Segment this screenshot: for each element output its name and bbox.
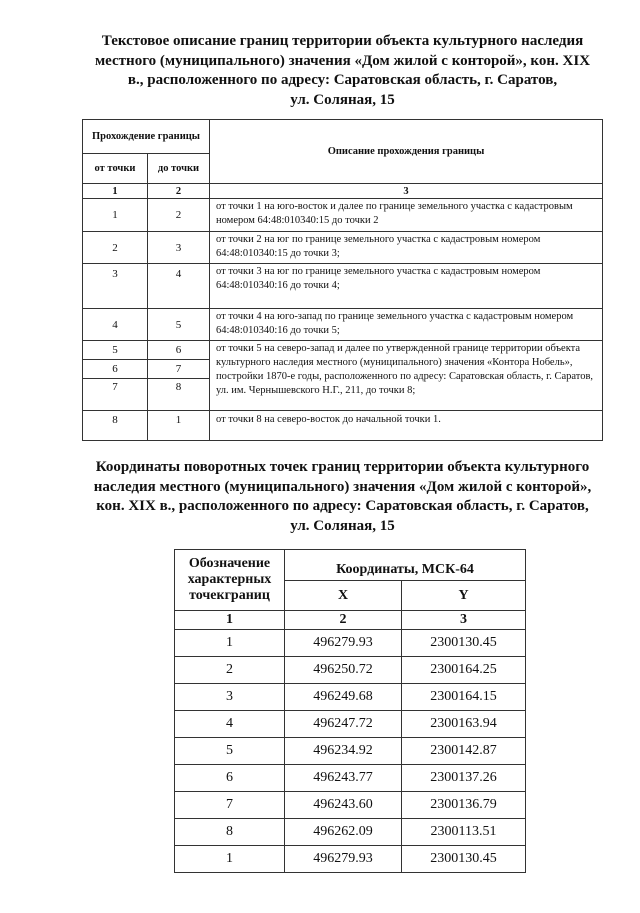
to-point: 1 <box>148 411 210 441</box>
column-number: 3 <box>210 184 603 199</box>
coord-x: 496279.93 <box>285 846 402 873</box>
table-row <box>175 846 526 873</box>
coord-y: 2300130.45 <box>402 846 526 873</box>
coord-x: 496279.93 <box>285 630 402 657</box>
to-point: 4 <box>148 264 210 309</box>
header-coordinates: Координаты, МСК-64 <box>285 550 526 581</box>
from-point: 2 <box>83 232 148 264</box>
point-label: 7 <box>175 792 285 819</box>
column-number: 1 <box>83 184 148 199</box>
table-row <box>83 411 603 441</box>
boundary-description-title <box>60 32 625 110</box>
column-number: 2 <box>285 611 402 630</box>
boundary-description: от точки 8 на северо-восток до начальной точки 1. <box>210 411 603 441</box>
table-row <box>175 765 526 792</box>
table-row <box>83 264 603 309</box>
column-number-row <box>175 611 526 630</box>
table-row <box>175 684 526 711</box>
to-point: 2 <box>148 199 210 232</box>
coord-y: 2300164.15 <box>402 684 526 711</box>
coord-x: 496262.09 <box>285 819 402 846</box>
header-description: Описание прохождения границы <box>210 120 603 184</box>
to-point: 5 <box>148 309 210 341</box>
point-label: 1 <box>175 630 285 657</box>
table-row <box>175 711 526 738</box>
boundary-description: от точки 2 на юг по границе земельного участка с кадастровым номером 64:48:010340:15 до точки 3; <box>210 232 603 264</box>
point-label: 4 <box>175 711 285 738</box>
table-row <box>175 657 526 684</box>
column-number: 3 <box>402 611 526 630</box>
coord-x: 496243.77 <box>285 765 402 792</box>
point-label: 2 <box>175 657 285 684</box>
coord-y: 2300137.26 <box>402 765 526 792</box>
header-from: от точки <box>83 154 148 184</box>
title-line: наследия местного (муниципального) значения «Дом жилой с конторой», <box>93 478 592 495</box>
table-row <box>175 630 526 657</box>
table-row <box>83 232 603 264</box>
from-point: 4 <box>83 309 148 341</box>
coord-x: 496234.92 <box>285 738 402 765</box>
coordinates-table <box>174 549 526 873</box>
from-point: 1 <box>83 199 148 232</box>
column-number: 2 <box>148 184 210 199</box>
point-label: 1 <box>175 846 285 873</box>
table-row <box>83 309 603 341</box>
from-point: 3 <box>83 264 148 309</box>
to-point: 3 <box>148 232 210 264</box>
header-to: до точки <box>148 154 210 184</box>
coord-y: 2300164.25 <box>402 657 526 684</box>
point-label: 5 <box>175 738 285 765</box>
table-row <box>175 792 526 819</box>
coordinates-title <box>60 458 625 536</box>
coord-y: 2300163.94 <box>402 711 526 738</box>
title-line: кон. XIX в., расположенного по адресу: Саратовская область, г. Саратов, <box>96 498 589 514</box>
table-row <box>175 738 526 765</box>
column-number: 1 <box>175 611 285 630</box>
point-label: 3 <box>175 684 285 711</box>
coord-y: 2300130.45 <box>402 630 526 657</box>
title-line: местного (муниципального) значения «Дом жилой с конторой», кон. XIX <box>94 52 591 69</box>
coord-y: 2300142.87 <box>402 738 526 765</box>
table-row <box>83 341 603 360</box>
to-point: 8 <box>148 379 210 411</box>
table-row <box>83 199 603 232</box>
table-row <box>175 819 526 846</box>
from-point: 5 <box>83 341 148 360</box>
header-x: X <box>285 581 402 611</box>
table-header-row <box>175 550 526 581</box>
from-point: 6 <box>83 360 148 379</box>
boundary-description: от точки 1 на юго-восток и далее по границе земельного участка с кадастровым номером 64:48:010340:15 до точки 2 <box>210 199 603 232</box>
column-number-row <box>83 184 603 199</box>
boundary-description-merged: от точки 5 на северо-запад и далее по утвержденной границе территории объекта культурного наследия местного (муниципального) значения «Контора Нобель», постройки 1870-е годы, расположенного по адресу: Саратовская область, г. Саратов, ул. им. Чернышевского Н.Г., 211, до точки 8; <box>210 341 603 411</box>
coord-x: 496250.72 <box>285 657 402 684</box>
point-label: 6 <box>175 765 285 792</box>
boundary-description: от точки 3 на юг по границе земельного участка с кадастровым номером 64:48:010340:16 до точки 4; <box>210 264 603 309</box>
table-header-row <box>83 120 603 154</box>
title-line: Координаты поворотных точек границ территории объекта культурного <box>95 459 590 475</box>
header-passage: Прохождение границы <box>83 120 210 154</box>
from-point: 8 <box>83 411 148 441</box>
boundary-description: от точки 4 на юго-запад по границе земельного участка с кадастровым номером 64:48:010340:16 до точки 5; <box>210 309 603 341</box>
title-line: в., расположенного по адресу: Саратовская область, г. Саратов, <box>127 72 558 88</box>
point-label: 8 <box>175 819 285 846</box>
coord-x: 496243.60 <box>285 792 402 819</box>
from-point: 7 <box>83 379 148 411</box>
header-y: Y <box>402 581 526 611</box>
header-point: Обозначение характерных точекграниц <box>175 550 285 611</box>
boundary-description-table <box>82 119 603 441</box>
coord-y: 2300136.79 <box>402 792 526 819</box>
to-point: 7 <box>148 360 210 379</box>
coord-x: 496249.68 <box>285 684 402 711</box>
title-line: ул. Соляная, 15 <box>290 517 395 534</box>
coord-y: 2300113.51 <box>402 819 526 846</box>
to-point: 6 <box>148 341 210 360</box>
title-line: Текстовое описание границ территории объекта культурного наследия <box>101 33 584 49</box>
coord-x: 496247.72 <box>285 711 402 738</box>
title-line: ул. Соляная, 15 <box>290 91 395 108</box>
